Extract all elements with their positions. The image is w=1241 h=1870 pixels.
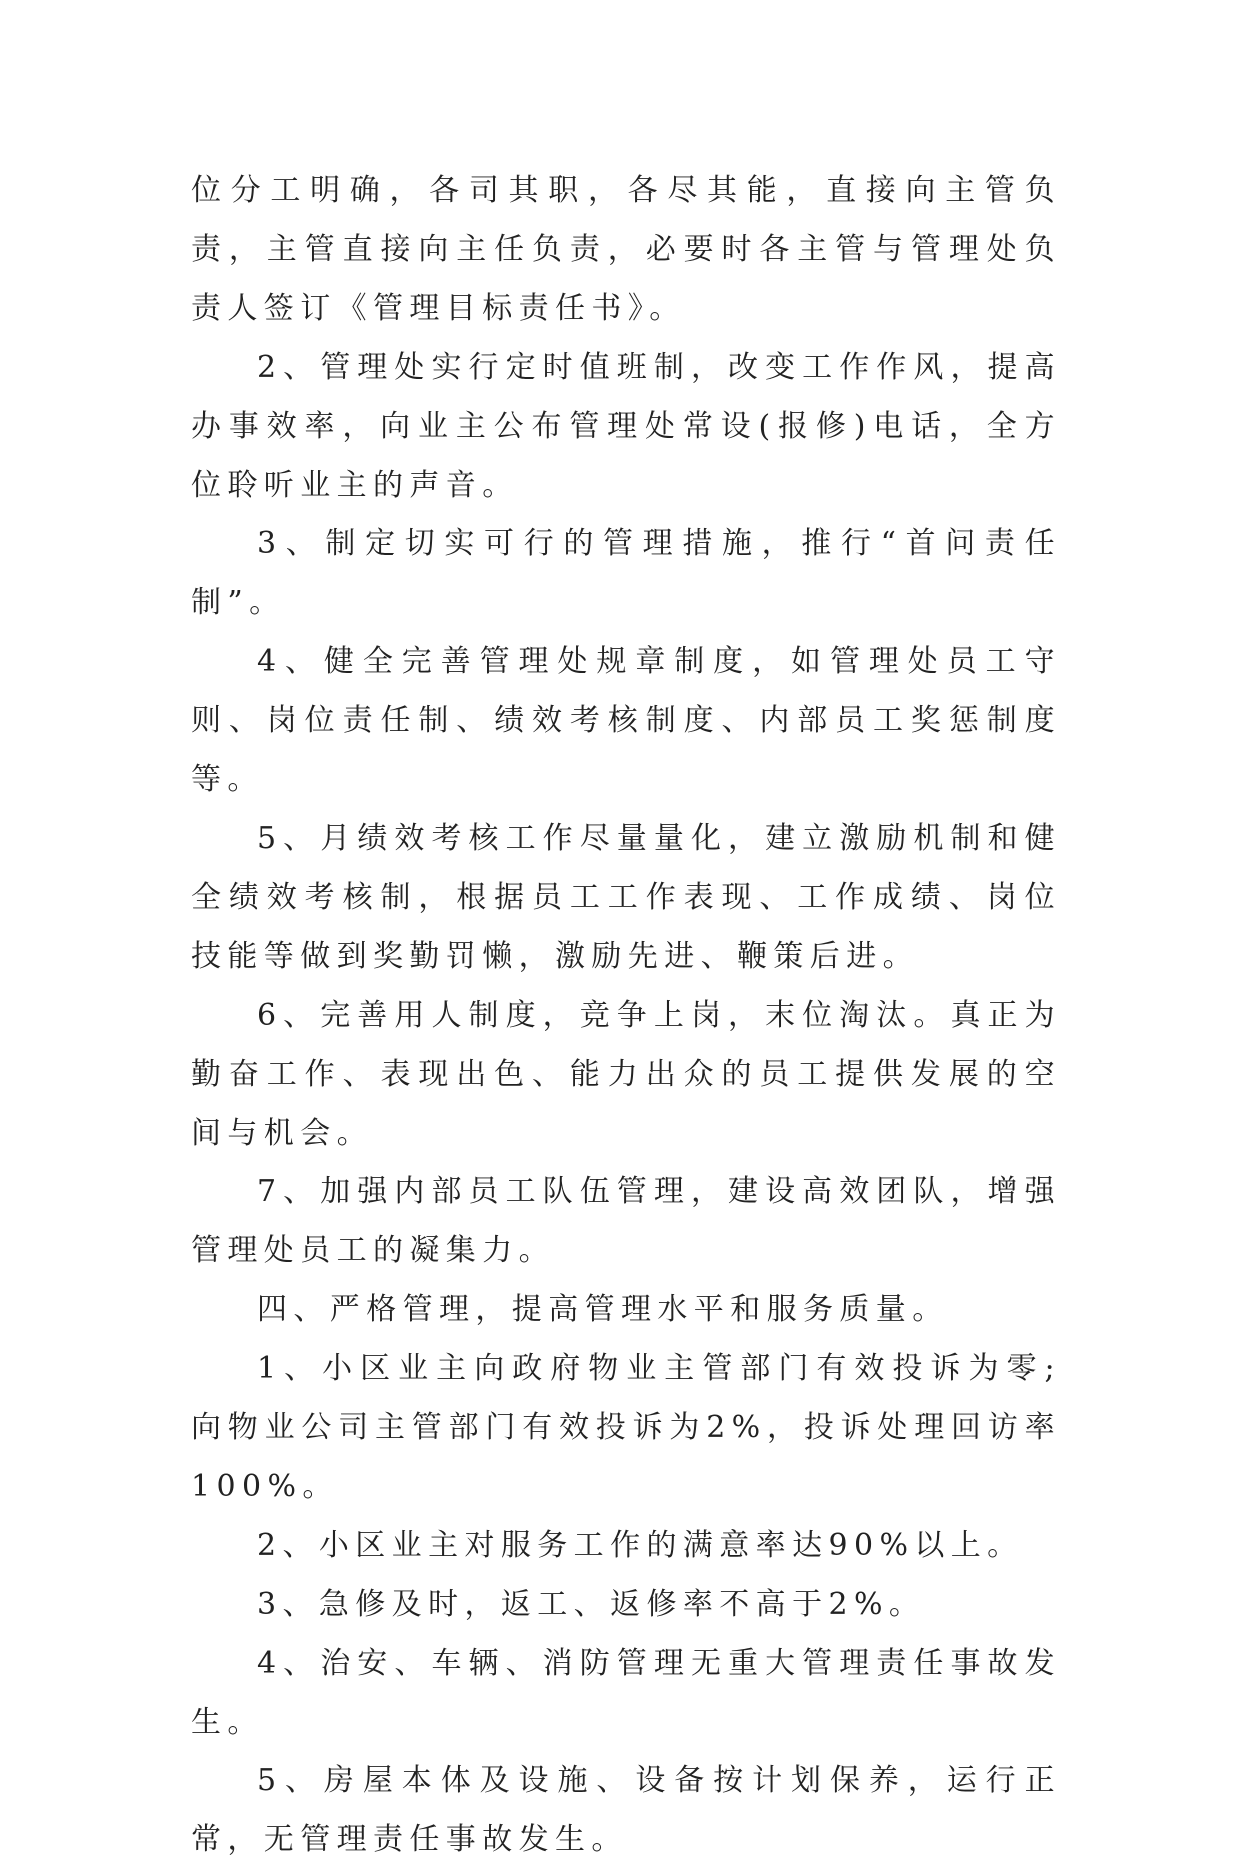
paragraph-section4-item-3: 3、急修及时，返工、返修率不高于2%。	[257, 1586, 926, 1622]
paragraph-section4-item-5: 5、房屋本体及设施、设备按计划保养，运行正常，无管理责任事故发生。	[191, 1763, 1061, 1858]
paragraph-item-4: 4、健全完善管理处规章制度，如管理处员工守则、岗位责任制、绩效考核制度、内部员工奖惩制度等。	[191, 644, 1061, 798]
paragraph-section4-item-1: 1、小区业主向政府物业主管部门有效投诉为零;向物业公司主管部门有效投诉为2%，投诉处理回访率100%。	[191, 1351, 1061, 1504]
section-heading-4: 四、严格管理，提高管理水平和服务质量。	[257, 1292, 949, 1328]
paragraph-section4-item-2: 2、小区业主对服务工作的满意率达90%以上。	[257, 1527, 1024, 1563]
paragraph-section4-item-4: 4、治安、车辆、消防管理无重大管理责任事故发生。	[191, 1645, 1061, 1740]
paragraph-item-2: 2、管理处实行定时值班制，改变工作作风，提高办事效率，向业主公布管理处常设(报修)电话，全方位聆听业主的声音。	[191, 349, 1061, 503]
paragraph-item-5: 5、月绩效考核工作尽量量化，建立激励机制和健全绩效考核制，根据员工工作表现、工作成绩、岗位技能等做到奖勤罚懒，激励先进、鞭策后进。	[191, 820, 1061, 974]
paragraph-item-3: 3、制定切实可行的管理措施，推行“首问责任制”。	[191, 526, 1061, 621]
document-body	[191, 162, 1061, 1870]
paragraph-item-6: 6、完善用人制度，竞争上岗，末位淘汰。真正为勤奋工作、表现出色、能力出众的员工提供发展的空间与机会。	[191, 997, 1061, 1151]
paragraph-continuation: 位分工明确，各司其职，各尽其能，直接向主管负责，主管直接向主任负责，必要时各主管与管理处负责人签订《管理目标责任书》。	[191, 173, 1061, 326]
paragraph-item-7: 7、加强内部员工队伍管理，建设高效团队，增强管理处员工的凝集力。	[191, 1174, 1061, 1269]
